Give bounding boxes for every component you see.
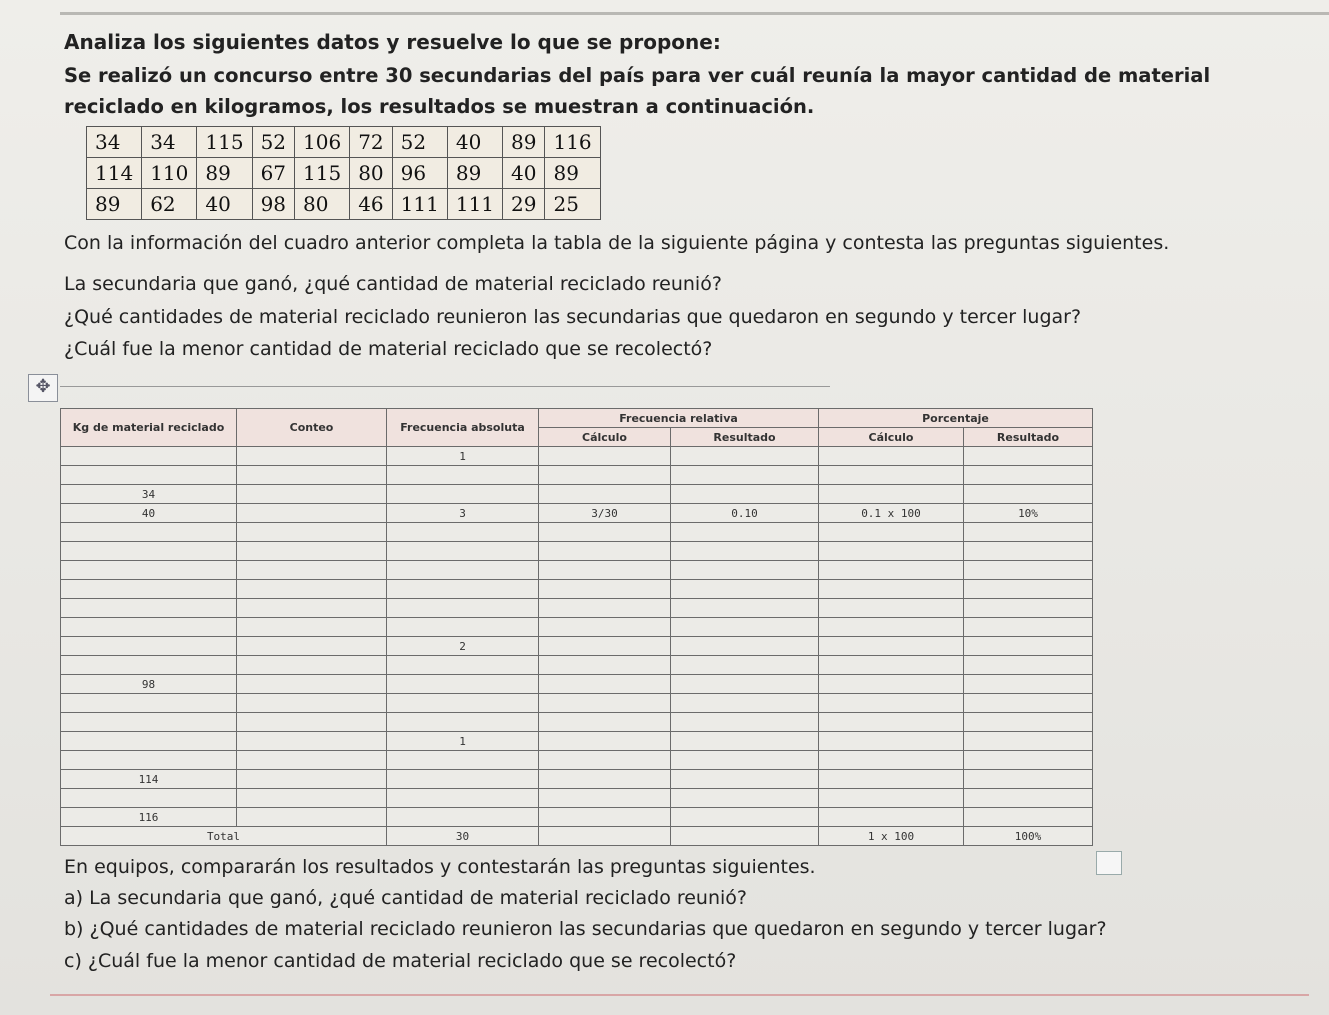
top-divider [60, 12, 1329, 15]
table-row [61, 561, 1093, 580]
table-cell[interactable] [237, 447, 387, 466]
raw-data-table [86, 126, 601, 220]
table-cell[interactable] [964, 523, 1093, 542]
table-cell[interactable] [819, 599, 964, 618]
table-cell[interactable] [671, 580, 819, 599]
table-cell[interactable] [237, 808, 387, 827]
table-move-handle-icon[interactable]: ✥ [28, 374, 58, 402]
data-cell: 115 [197, 127, 252, 158]
table-cell[interactable] [61, 789, 237, 808]
data-cell: 62 [142, 189, 197, 220]
total-pct-resultado: 100% [964, 827, 1093, 846]
table-cell[interactable] [61, 713, 237, 732]
table-cell[interactable] [819, 561, 964, 580]
table-cell[interactable] [671, 732, 819, 751]
header-fr-calculo: Cálculo [539, 428, 671, 447]
data-cell: 89 [197, 158, 252, 189]
table-cell[interactable] [671, 561, 819, 580]
table-cell[interactable] [964, 466, 1093, 485]
table-cell[interactable] [61, 656, 237, 675]
table-cell[interactable] [671, 713, 819, 732]
table-cell[interactable] [387, 466, 539, 485]
section-divider [60, 386, 830, 387]
table-cell[interactable] [237, 713, 387, 732]
table-row [61, 732, 1093, 751]
table-cell[interactable] [539, 751, 671, 770]
table-cell[interactable]: 1 [387, 447, 539, 466]
table-cell[interactable]: 10% [964, 504, 1093, 523]
data-row [87, 158, 601, 189]
table-cell[interactable] [964, 542, 1093, 561]
table-cell[interactable] [671, 694, 819, 713]
table-row [61, 789, 1093, 808]
frequency-table [60, 408, 1093, 846]
header-material: Kg de material reciclado [61, 409, 237, 447]
data-cell: 89 [503, 127, 545, 158]
table-row [61, 542, 1093, 561]
table-cell[interactable] [819, 466, 964, 485]
table-cell[interactable] [237, 770, 387, 789]
table-cell[interactable] [819, 713, 964, 732]
table-cell[interactable]: 3/30 [539, 504, 671, 523]
data-cell: 89 [447, 158, 502, 189]
table-row [61, 770, 1093, 789]
table-cell[interactable] [964, 447, 1093, 466]
table-cell[interactable] [964, 656, 1093, 675]
exercise-title: Analiza los siguientes datos y resuelve lo que se propone: [64, 30, 721, 54]
data-cell: 40 [503, 158, 545, 189]
exercise-intro: Se realizó un concurso entre 30 secundarias del país para ver cuál reunía la mayor cantidad de material reciclado en kilogramos, los resultados se muestran a continuación. [64, 64, 1211, 118]
table-cell[interactable] [819, 447, 964, 466]
total-label: Total [61, 827, 387, 846]
table-cell[interactable] [237, 656, 387, 675]
table-cell[interactable] [819, 732, 964, 751]
data-cell: 89 [87, 189, 142, 220]
table-cell[interactable] [671, 447, 819, 466]
header-fr-resultado: Resultado [671, 428, 819, 447]
data-row [87, 127, 601, 158]
data-cell: 40 [447, 127, 502, 158]
table-row [61, 675, 1093, 694]
table-cell[interactable] [539, 694, 671, 713]
table-cell[interactable] [539, 770, 671, 789]
data-cell: 98 [252, 189, 294, 220]
table-cell[interactable] [61, 751, 237, 770]
table-cell[interactable]: 98 [61, 675, 237, 694]
table-cell[interactable] [964, 637, 1093, 656]
table-row [61, 599, 1093, 618]
table-cell[interactable] [387, 561, 539, 580]
data-cell: 110 [142, 158, 197, 189]
data-cell: 46 [350, 189, 392, 220]
table-row [61, 694, 1093, 713]
table-cell[interactable] [539, 808, 671, 827]
table-cell[interactable] [539, 599, 671, 618]
table-cell[interactable] [387, 618, 539, 637]
data-cell: 111 [392, 189, 447, 220]
table-cell[interactable] [61, 523, 237, 542]
table-row [61, 580, 1093, 599]
table-cell[interactable] [964, 580, 1093, 599]
table-cell[interactable] [671, 637, 819, 656]
table-cell[interactable] [387, 770, 539, 789]
table-row [61, 447, 1093, 466]
table-cell[interactable] [61, 599, 237, 618]
table-cell[interactable] [539, 447, 671, 466]
table-cell[interactable] [539, 580, 671, 599]
table-row [61, 808, 1093, 827]
total-absoluta: 30 [387, 827, 539, 846]
table-cell[interactable] [671, 618, 819, 637]
instruction-text: Con la información del cuadro anterior completa la tabla de la siguiente página y contesta las preguntas siguientes. [64, 232, 1170, 254]
data-cell: 40 [197, 189, 252, 220]
data-cell: 25 [545, 189, 600, 220]
table-cell[interactable] [237, 466, 387, 485]
table-cell[interactable] [387, 599, 539, 618]
table-cell[interactable] [237, 694, 387, 713]
table-cell[interactable] [237, 637, 387, 656]
table-cell[interactable] [61, 447, 237, 466]
table-cell[interactable] [671, 599, 819, 618]
table-cell[interactable] [964, 751, 1093, 770]
table-row [61, 637, 1093, 656]
question-a: a) La secundaria que ganó, ¿qué cantidad de material reciclado reunió? [64, 887, 748, 909]
table-cell[interactable] [671, 675, 819, 694]
table-cell[interactable] [237, 618, 387, 637]
data-cell: 34 [87, 127, 142, 158]
table-row [61, 504, 1093, 523]
table-cell[interactable] [387, 808, 539, 827]
table-cell[interactable] [237, 580, 387, 599]
table-cell[interactable] [61, 618, 237, 637]
table-cell[interactable] [387, 789, 539, 808]
question-1: La secundaria que ganó, ¿qué cantidad de material reciclado reunió? [64, 273, 722, 295]
table-cell[interactable] [819, 485, 964, 504]
table-cell[interactable] [819, 808, 964, 827]
table-cell[interactable] [61, 732, 237, 751]
data-cell: 72 [350, 127, 392, 158]
table-cell[interactable] [964, 561, 1093, 580]
table-cell[interactable] [387, 675, 539, 694]
header-frecuencia-absoluta: Frecuencia absoluta [387, 409, 539, 447]
table-cell[interactable] [671, 770, 819, 789]
table-cell[interactable] [964, 713, 1093, 732]
header-frecuencia-relativa: Frecuencia relativa [539, 409, 819, 428]
table-cell[interactable] [671, 656, 819, 675]
bottom-intro: En equipos, compararán los resultados y contestarán las preguntas siguientes. [64, 856, 816, 878]
table-cell[interactable] [964, 808, 1093, 827]
table-row [61, 485, 1093, 504]
table-cell[interactable] [671, 808, 819, 827]
question-2: ¿Qué cantidades de material reciclado reunieron las secundarias que quedaron en segundo y tercer lugar? [64, 306, 1082, 328]
data-cell: 111 [447, 189, 502, 220]
data-cell: 116 [545, 127, 600, 158]
table-cell[interactable] [387, 713, 539, 732]
table-cell[interactable] [387, 542, 539, 561]
table-cell[interactable] [387, 656, 539, 675]
table-cell[interactable] [61, 694, 237, 713]
total-pct-calculo: 1 x 100 [819, 827, 964, 846]
table-cell[interactable] [539, 523, 671, 542]
table-cell[interactable]: 2 [387, 637, 539, 656]
header-conteo: Conteo [237, 409, 387, 447]
table-cell[interactable] [61, 561, 237, 580]
bottom-rule [50, 994, 1309, 996]
table-row [61, 713, 1093, 732]
table-cell[interactable] [671, 789, 819, 808]
header-pct-resultado: Resultado [964, 428, 1093, 447]
table-cell[interactable] [819, 694, 964, 713]
data-cell: 106 [295, 127, 350, 158]
table-cell[interactable] [387, 523, 539, 542]
total-fr-resultado [671, 827, 819, 846]
data-cell: 29 [503, 189, 545, 220]
table-cell[interactable] [671, 542, 819, 561]
table-cell[interactable] [964, 789, 1093, 808]
data-cell: 52 [252, 127, 294, 158]
table-cell[interactable]: 116 [61, 808, 237, 827]
table-cell[interactable] [819, 523, 964, 542]
table-cell[interactable] [61, 542, 237, 561]
total-fr-calculo [539, 827, 671, 846]
table-cell[interactable] [237, 789, 387, 808]
table-cell[interactable] [539, 466, 671, 485]
table-cell[interactable] [237, 504, 387, 523]
table-row [61, 751, 1093, 770]
data-cell: 115 [295, 158, 350, 189]
checkbox[interactable] [1096, 851, 1122, 875]
table-cell[interactable] [964, 485, 1093, 504]
table-cell[interactable]: 34 [61, 485, 237, 504]
data-cell: 52 [392, 127, 447, 158]
question-b: b) ¿Qué cantidades de material reciclado reunieron las secundarias que quedaron en segundo y tercer lugar? [64, 918, 1107, 940]
table-cell[interactable] [539, 637, 671, 656]
table-cell[interactable] [61, 637, 237, 656]
table-cell[interactable] [237, 751, 387, 770]
table-cell[interactable] [819, 542, 964, 561]
table-row [61, 656, 1093, 675]
table-cell[interactable] [964, 618, 1093, 637]
table-cell[interactable] [819, 675, 964, 694]
question-3: ¿Cuál fue la menor cantidad de material reciclado que se recolectó? [64, 338, 713, 360]
table-cell[interactable] [819, 770, 964, 789]
table-cell[interactable] [539, 485, 671, 504]
table-row [61, 523, 1093, 542]
table-cell[interactable]: 0.10 [671, 504, 819, 523]
table-cell[interactable] [819, 637, 964, 656]
table-cell[interactable] [539, 675, 671, 694]
table-row [61, 618, 1093, 637]
table-cell[interactable] [237, 485, 387, 504]
table-cell[interactable] [387, 485, 539, 504]
data-cell: 34 [142, 127, 197, 158]
table-cell[interactable] [387, 580, 539, 599]
table-cell[interactable] [819, 789, 964, 808]
table-cell[interactable] [819, 656, 964, 675]
table-cell[interactable] [671, 751, 819, 770]
table-cell[interactable] [819, 618, 964, 637]
table-cell[interactable]: 3 [387, 504, 539, 523]
data-row [87, 189, 601, 220]
table-cell[interactable] [387, 694, 539, 713]
table-cell[interactable] [964, 770, 1093, 789]
table-cell[interactable] [237, 599, 387, 618]
table-cell[interactable] [237, 542, 387, 561]
table-cell[interactable] [964, 599, 1093, 618]
table-cell[interactable] [387, 751, 539, 770]
table-cell[interactable] [964, 675, 1093, 694]
table-cell[interactable] [539, 542, 671, 561]
table-cell[interactable] [539, 732, 671, 751]
table-cell[interactable] [539, 713, 671, 732]
table-cell[interactable]: 0.1 x 100 [819, 504, 964, 523]
table-cell[interactable] [964, 694, 1093, 713]
table-cell[interactable] [671, 466, 819, 485]
table-cell[interactable] [237, 732, 387, 751]
table-cell[interactable] [671, 523, 819, 542]
table-cell[interactable] [237, 675, 387, 694]
data-cell: 80 [295, 189, 350, 220]
table-row [61, 466, 1093, 485]
data-cell: 114 [87, 158, 142, 189]
table-cell[interactable] [237, 523, 387, 542]
data-cell: 96 [392, 158, 447, 189]
table-cell[interactable] [539, 656, 671, 675]
table-cell[interactable] [819, 580, 964, 599]
table-cell[interactable]: 114 [61, 770, 237, 789]
table-cell[interactable] [61, 580, 237, 599]
header-pct-calculo: Cálculo [819, 428, 964, 447]
data-cell: 80 [350, 158, 392, 189]
table-cell[interactable]: 1 [387, 732, 539, 751]
table-cell[interactable] [539, 561, 671, 580]
table-cell[interactable] [539, 789, 671, 808]
table-cell[interactable] [819, 751, 964, 770]
data-cell: 67 [252, 158, 294, 189]
table-cell[interactable] [671, 485, 819, 504]
table-cell[interactable] [61, 466, 237, 485]
header-porcentaje: Porcentaje [819, 409, 1093, 428]
table-cell[interactable]: 40 [61, 504, 237, 523]
table-cell[interactable] [964, 732, 1093, 751]
table-cell[interactable] [237, 561, 387, 580]
data-cell: 89 [545, 158, 600, 189]
table-cell[interactable] [539, 618, 671, 637]
question-c: c) ¿Cuál fue la menor cantidad de material reciclado que se recolectó? [64, 950, 737, 972]
